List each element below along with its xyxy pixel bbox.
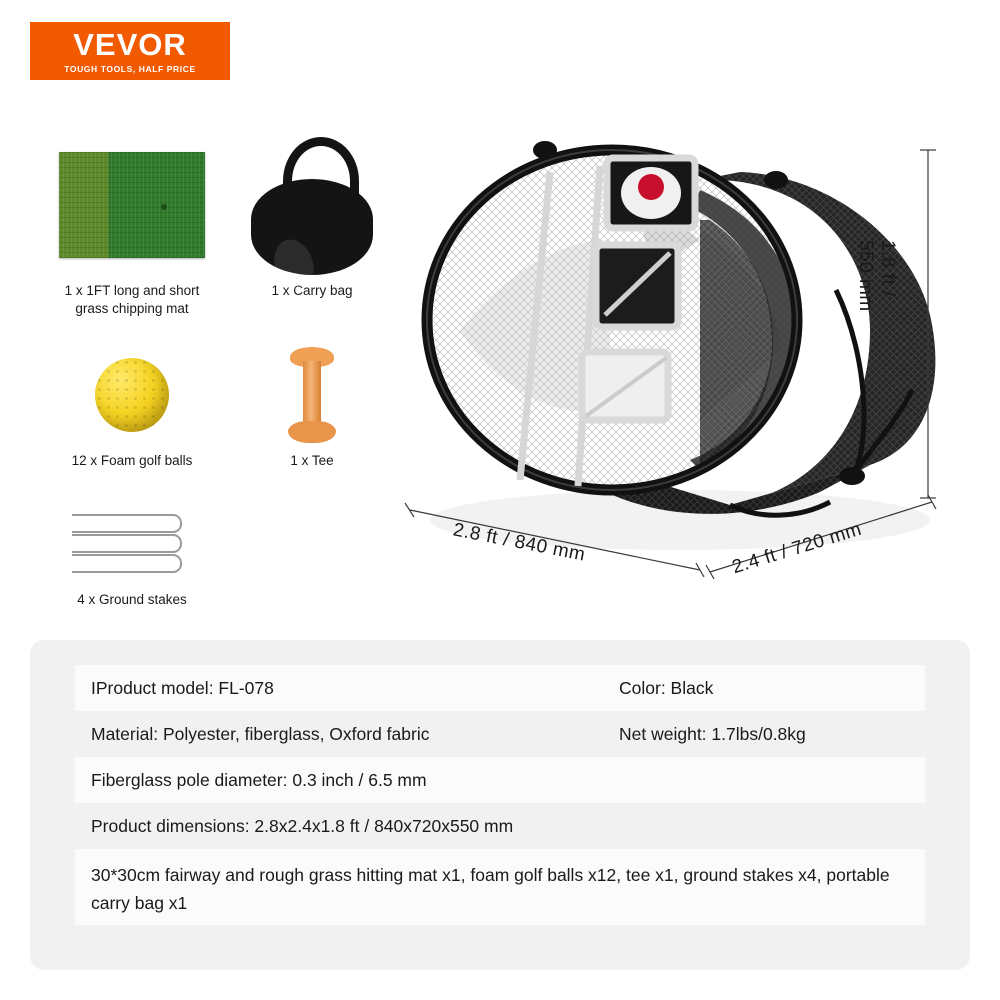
specifications-panel [30, 640, 970, 970]
spec-right: Net weight: 1.7lbs/0.8kg [619, 723, 806, 744]
brand-name: VEVOR [73, 26, 187, 62]
golf-tee-icon [222, 340, 402, 450]
accessories-row [42, 340, 402, 470]
accessory-label: 1 x Carry bag [271, 283, 353, 298]
spec-row [75, 711, 925, 757]
accessory-label: 4 x Ground stakes [77, 591, 187, 607]
grass-mat-icon [42, 130, 222, 280]
accessory-label: 12 x Foam golf balls [71, 453, 193, 469]
accessory-item [42, 497, 222, 609]
accessories-row [42, 130, 402, 318]
spec-row [75, 803, 925, 849]
dimension-width-label: 2.8 ft / 840 mm [451, 519, 588, 566]
accessory-label: 1 x Tee [290, 453, 334, 469]
spec-row [75, 757, 925, 803]
spec-left: Fiberglass pole diameter: 0.3 inch / 6.5 mm [91, 769, 427, 790]
brand-logo [30, 22, 230, 80]
spec-left: IProduct model: FL-078 [91, 677, 274, 698]
spec-row [75, 665, 925, 711]
dimension-depth-label: 2.4 ft / 720 mm [729, 518, 865, 579]
carry-bag-icon [222, 130, 402, 280]
product-illustration [400, 120, 980, 620]
accessory-item [222, 130, 402, 318]
spec-right: Color: Black [619, 677, 714, 698]
spec-left: 30*30cm fairway and rough grass hitting mat x1, foam golf balls x12, tee x1, ground stakes x4, portable carry bag x1 [91, 865, 890, 913]
specifications-list [75, 665, 925, 925]
spec-left: Material: Polyester, fiberglass, Oxford fabric [91, 723, 430, 744]
accessory-label: 1 x 1FT long and short grass chipping mat [64, 283, 200, 317]
accessory-item [42, 340, 222, 470]
accessory-item [42, 130, 222, 318]
accessories-list [42, 130, 402, 609]
foam-golf-ball-icon [42, 340, 222, 450]
spec-left: Product dimensions: 2.8x2.4x1.8 ft / 840x720x550 mm [91, 815, 514, 836]
spec-row [75, 849, 925, 925]
accessories-row [42, 497, 402, 609]
accessory-item [222, 340, 402, 470]
ground-stakes-icon [42, 497, 222, 589]
dimension-height-label: 1.8 ft / 550 mm [855, 240, 898, 312]
brand-tagline: TOUGH TOOLS, HALF PRICE [64, 63, 196, 74]
